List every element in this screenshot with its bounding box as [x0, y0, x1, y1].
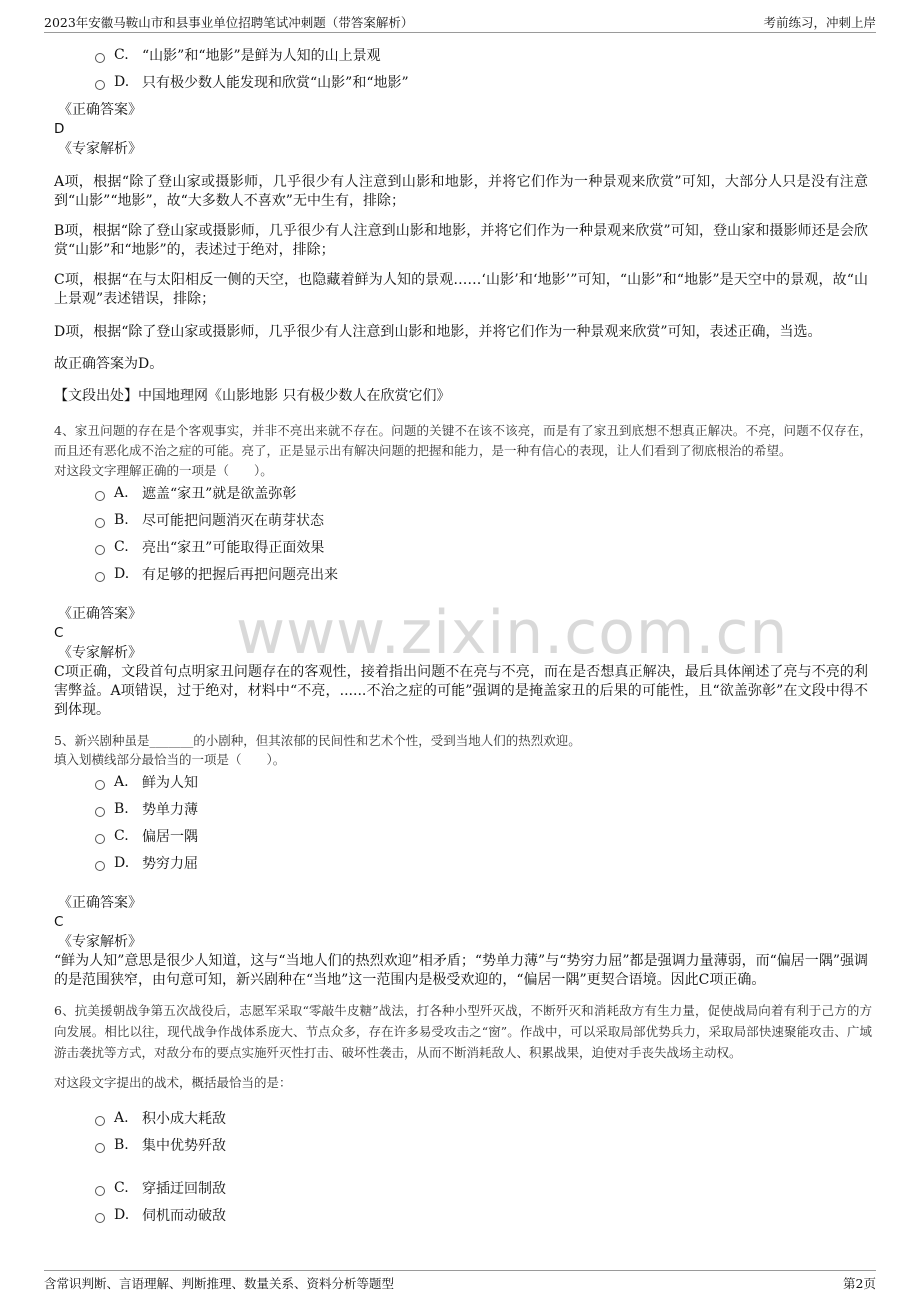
radio-icon[interactable] — [95, 834, 105, 844]
option-text: 遮盖“家丑”就是欲盖弥彰 — [142, 486, 297, 502]
q4-option-a[interactable] — [95, 483, 296, 503]
option-text: 势穷力屈 — [142, 856, 198, 872]
q4-option-b[interactable] — [95, 510, 324, 530]
option-text: “山影”和“地影”是鲜为人知的山上景观 — [142, 48, 381, 64]
q5-prompt: 填入划横线部分最恰当的一项是（ ）。 — [54, 752, 286, 767]
q4-prompt: 对这段文字理解正确的一项是（ ）。 — [54, 463, 273, 478]
q3-analysis-c: C项，根据“在与太阳相反一侧的天空，也隐藏着鲜为人知的景观……‘山影’和‘地影’”可知，“山影”和“地影”是天空中的景观，故“山上景观”表述错误，排除； — [54, 272, 868, 307]
header-slogan: 考前练习，冲刺上岸 — [763, 15, 876, 30]
q3-option-c[interactable] — [95, 45, 381, 65]
q4-option-d[interactable] — [95, 564, 338, 584]
option-text: 势单力薄 — [142, 802, 198, 818]
option-text: 有足够的把握后再把问题亮出来 — [142, 567, 338, 583]
page-footer — [44, 1270, 876, 1293]
header-title: 2023年安徽马鞍山市和县事业单位招聘笔试冲刺题（带答案解析） — [44, 15, 414, 30]
q4-answer-label: 《正确答案》 — [58, 606, 142, 622]
option-letter: B. — [114, 512, 129, 528]
page-header — [44, 10, 876, 33]
option-letter: C. — [114, 47, 129, 63]
q3-analysis-d: D项，根据“除了登山家或摄影师，几乎很少有人注意到山影和地影，并将它们作为一种景观来欣赏”可知，表述正确，当选。 — [54, 324, 822, 340]
radio-icon[interactable] — [95, 80, 105, 90]
q6-option-a[interactable] — [95, 1108, 226, 1128]
option-text: 亮出“家丑”可能取得正面效果 — [142, 540, 325, 556]
option-letter: C. — [114, 539, 129, 555]
radio-icon[interactable] — [95, 572, 105, 582]
q6-stem: 6、抗美援朝战争第五次战役后，志愿军采取“零敲牛皮糖”战法，打各种小型歼灭战，不断歼灭和消耗敌方有生力量，促使战局向着有利于己方的方向发展。相比以往，现代战争作战体系庞大、节点众多，存在许多易受攻击之“窗”。作战中，可以采取局部优势兵力，采取局部快速聚能攻击、广域游击袭扰等方式，对敌分布的要点实施歼灭性打击、破坏性袭击，从而不断消耗敌人、积累战果，迫使对手丧失战场主动权。 — [54, 1003, 872, 1060]
option-letter: B. — [114, 801, 129, 817]
option-letter: A. — [114, 774, 129, 790]
q4-analysis: C项正确，文段首句点明家丑问题存在的客观性，接着指出问题不在亮与不亮，而在是否想真正解决，最后具体阐述了亮与不亮的利害弊益。A项错误，过于绝对，材料中“不亮，......不治之症的可能”强调的是掩盖家丑的后果的可能性，且“欲盖弥彰”在文段中得不到体现。 — [54, 664, 868, 718]
q6-prompt: 对这段文字提出的战术，概括最恰当的是： — [54, 1075, 292, 1090]
option-letter: B. — [114, 1137, 129, 1153]
q3-answer: D — [54, 121, 65, 137]
option-text: 只有极少数人能发现和欣赏“山影”和“地影” — [142, 75, 409, 91]
footer-note: 含常识判断、言语理解、判断推理、数量关系、资料分析等题型 — [44, 1276, 395, 1291]
q5-option-a[interactable] — [95, 772, 198, 792]
option-letter: D. — [114, 855, 130, 871]
radio-icon[interactable] — [95, 1143, 105, 1153]
radio-icon[interactable] — [95, 545, 105, 555]
option-letter: D. — [114, 74, 130, 90]
option-letter: D. — [114, 1207, 130, 1223]
q6-option-d[interactable] — [95, 1205, 226, 1225]
q5-option-b[interactable] — [95, 799, 198, 819]
q5-stem: 5、新兴剧种虽是_______的小剧种，但其浓郁的民间性和艺术个性，受到当地人们的热烈欢迎。 — [54, 733, 581, 748]
q5-answer-label: 《正确答案》 — [58, 895, 142, 911]
page-number: 第2页 — [843, 1276, 876, 1291]
q3-analysis-b: B项，根据“除了登山家或摄影师，几乎很少有人注意到山影和地影，并将它们作为一种景观来欣赏”可知，登山家和摄影师还是会欣赏“山影”和“地影”的，表述过于绝对，排除； — [54, 223, 868, 258]
radio-icon[interactable] — [95, 518, 105, 528]
q3-analysis-label: 《专家解析》 — [58, 141, 142, 157]
option-text: 伺机而动破敌 — [142, 1208, 226, 1224]
q6-option-b[interactable] — [95, 1135, 226, 1155]
q3-answer-label: 《正确答案》 — [58, 102, 142, 118]
option-letter: A. — [114, 1110, 129, 1126]
q5-analysis: “鲜为人知”意思是很少人知道，这与“当地人们的热烈欢迎”相矛盾；“势单力薄”与“势穷力屈”都是强调力量薄弱，而“偏居一隅”强调的是范围狭窄，由句意可知，新兴剧种在“当地”这一范围内是极受欢迎的，“偏居一隅”更契合语境。因此C项正确。 — [54, 953, 868, 988]
option-letter: C. — [114, 1180, 129, 1196]
radio-icon[interactable] — [95, 780, 105, 790]
option-text: 偏居一隅 — [142, 829, 198, 845]
q6-option-c[interactable] — [95, 1178, 226, 1198]
radio-icon[interactable] — [95, 1186, 105, 1196]
q4-stem: 4、家丑问题的存在是个客观事实，并非不亮出来就不存在。问题的关键不在该不该亮，而是有了家丑到底想不想真正解决。不亮，问题不仅存在，而且还有恶化成不治之症的可能。亮了，正是显示出有解决问题的把握和能力，是一种有信心的表现，让人们看到了彻底根治的希望。 — [54, 423, 872, 458]
option-letter: A. — [114, 485, 129, 501]
option-text: 鲜为人知 — [142, 775, 198, 791]
q5-answer: C — [54, 914, 64, 930]
q3-option-d[interactable] — [95, 72, 409, 92]
radio-icon[interactable] — [95, 861, 105, 871]
radio-icon[interactable] — [95, 807, 105, 817]
q5-analysis-label: 《专家解析》 — [58, 934, 142, 950]
radio-icon[interactable] — [95, 491, 105, 501]
option-letter: D. — [114, 566, 130, 582]
option-text: 集中优势歼敌 — [142, 1138, 226, 1154]
option-text: 积小成大耗敌 — [142, 1111, 226, 1127]
q5-option-d[interactable] — [95, 853, 198, 873]
q5-option-c[interactable] — [95, 826, 198, 846]
radio-icon[interactable] — [95, 1116, 105, 1126]
watermark: www.zixin.com.cn — [236, 598, 789, 668]
option-text: 穿插迂回制敌 — [142, 1181, 226, 1197]
radio-icon[interactable] — [95, 1213, 105, 1223]
q4-analysis-label: 《专家解析》 — [58, 645, 142, 661]
q3-source: 【文段出处】中国地理网《山影地影 只有极少数人在欣赏它们》 — [54, 388, 451, 404]
q4-answer: C — [54, 625, 64, 641]
q3-analysis-a: A项，根据“除了登山家或摄影师，几乎很少有人注意到山影和地影，并将它们作为一种景观来欣赏”可知，大部分人只是没有注意到“山影”“地影”，故“大多数人不喜欢”无中生有，排除； — [54, 174, 868, 209]
q4-option-c[interactable] — [95, 537, 324, 557]
option-letter: C. — [114, 828, 129, 844]
q3-conclusion: 故正确答案为D。 — [54, 356, 164, 372]
radio-icon[interactable] — [95, 53, 105, 63]
option-text: 尽可能把问题消灭在萌芽状态 — [142, 513, 324, 529]
